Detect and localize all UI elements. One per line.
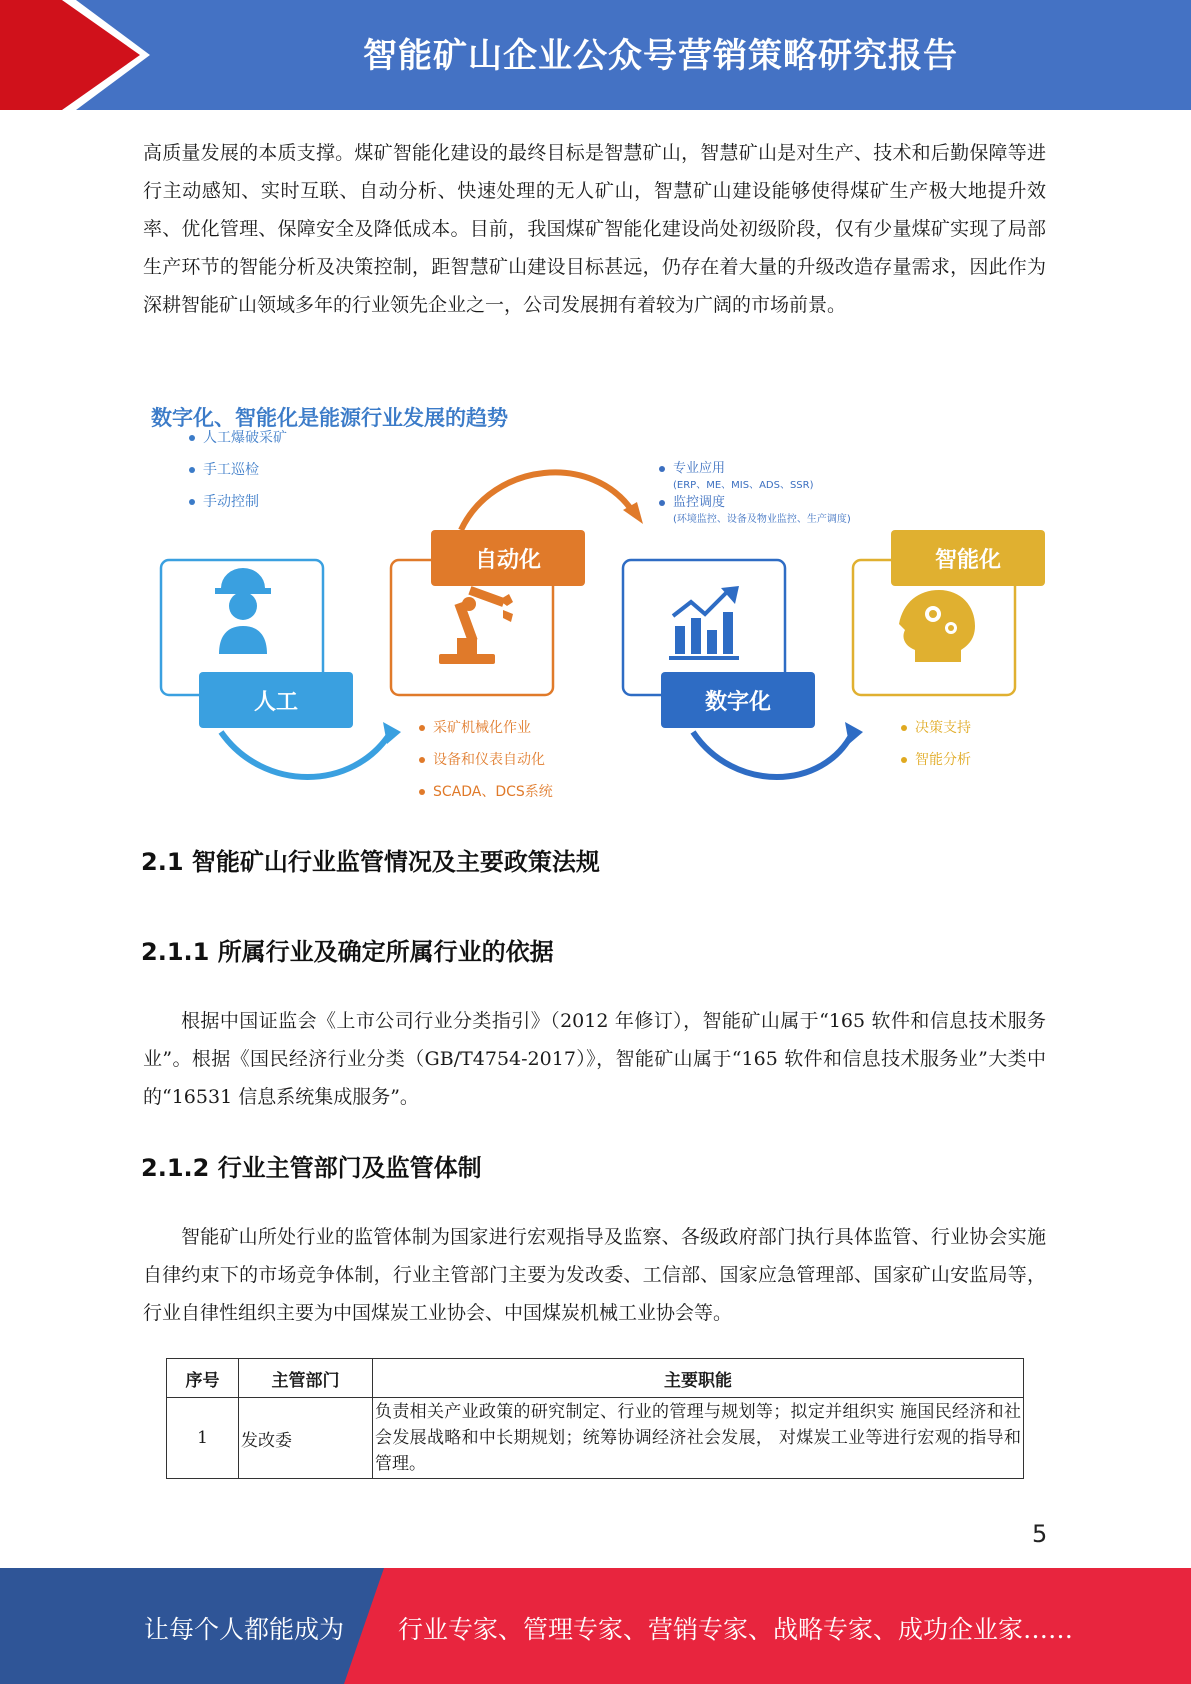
stage-label-intelligent: 智能化 [891, 530, 1045, 586]
trend-diagram [143, 392, 1053, 812]
manual-bullet: 手工巡检 [189, 454, 287, 486]
robot-arm-icon [439, 586, 513, 664]
paragraph-2-1-1: 根据中国证监会《上市公司行业分类指引》（2012 年修订），智能矿山属于“165 软件和信息技术服务业”。根据《国民经济行业分类（GB/T4754-2017）》，智能矿山属于“165 软件和信息技术服务业”大类中的“16531 信息系统集成服务”。 [143, 1010, 1046, 1108]
intelligent-bullet: 决策支持 [901, 712, 971, 744]
header-title: 智能矿山企业公众号营销策略研究报告 [363, 36, 958, 76]
automation-bullets [419, 712, 553, 808]
stage-label-automation: 自动化 [431, 530, 585, 586]
arrow-manual-to-automation [221, 732, 391, 777]
table-header-cell: 主要职能 [373, 1359, 1024, 1398]
table-row [167, 1398, 1024, 1479]
table-cell-duty: 负责相关产业政策的研究制定、行业的管理与规划等；拟定并组织实 施国民经济和社会发展战略和中长期规划；统筹协调经济社会发展， 对煤炭工业等进行宏观的指导和管理。 [373, 1398, 1024, 1479]
manual-bullet: 人工爆破采矿 [189, 422, 287, 454]
manual-bullet: 手动控制 [189, 486, 287, 518]
footer-slogan-left: 让每个人都能成为 [144, 1615, 345, 1644]
stage-label-digital: 数字化 [661, 672, 815, 728]
automation-bullet: SCADA、DCS系统 [419, 776, 553, 808]
table-cell-no: 1 [167, 1398, 239, 1479]
paragraph-2-1-2: 智能矿山所处行业的监管体制为国家进行宏观指导及监察、各级政府部门执行具体监管、行业协会实施自律约束下的市场竞争体制，行业主管部门主要为发改委、工信部、国家应急管理部、国家矿山安监局等，行业自律性组织主要为中国煤炭工业协会、中国煤炭机械工业协会等。 [143, 1226, 1046, 1324]
section-heading-2-1-1: 2.1.1 所属行业及确定所属行业的依据 [141, 938, 554, 966]
section-heading-2-1-2: 2.1.2 行业主管部门及监管体制 [141, 1154, 482, 1182]
automation-bullet: 设备和仪表自动化 [419, 744, 553, 776]
regulator-table [166, 1358, 1024, 1479]
page-header [0, 0, 1191, 110]
digital-bullet-sub: (环境监控、设备及物业监控、生产调度) [673, 514, 851, 525]
digital-bullet-main: 专业应用 [673, 461, 726, 476]
growth-chart-icon [669, 586, 739, 660]
brain-gear-icon [899, 590, 975, 662]
table-cell-dept: 发改委 [239, 1398, 373, 1479]
table-header-cell: 主管部门 [239, 1359, 373, 1398]
stage-label-manual: 人工 [199, 672, 353, 728]
page-number: 5 [1032, 1520, 1048, 1548]
automation-bullet: 采矿机械化作业 [419, 712, 553, 744]
intelligent-bullets [901, 712, 971, 776]
page-footer [0, 1568, 1191, 1684]
digital-bullet-sub: (ERP、ME、MIS、ADS、SSR) [673, 480, 814, 491]
arrow-digital-to-intelligent [693, 732, 853, 777]
diagram-title: 数字化、智能化是能源行业发展的趋势 [151, 406, 508, 430]
table-header-cell: 序号 [167, 1359, 239, 1398]
worker-icon [215, 568, 271, 654]
digital-bullet-main: 监控调度 [673, 495, 726, 510]
table-header-row [167, 1359, 1024, 1398]
manual-bullets [189, 422, 287, 518]
intelligent-bullet: 智能分析 [901, 744, 971, 776]
section-heading-2-1: 2.1 智能矿山行业监管情况及主要政策法规 [141, 848, 600, 876]
footer-slogan-right: 行业专家、管理专家、营销专家、战略专家、成功企业家…… [398, 1615, 1074, 1644]
arrow-automation-to-digital [461, 472, 633, 530]
intro-paragraph: 高质量发展的本质支撑。煤矿智能化建设的最终目标是智慧矿山，智慧矿山是对生产、技术和后勤保障等进行主动感知、实时互联、自动分析、快速处理的无人矿山，智慧矿山建设能够使得煤矿生产极大地提升效率、优化管理、保障安全及降低成本。目前，我国煤矿智能化建设尚处初级阶段，仅有少量煤矿实现了局部生产环节的智能分析及决策控制，距智慧矿山建设目标甚远，仍存在着大量的升级改造存量需求，因此作为深耕智能矿山领域多年的行业领先企业之一，公司发展拥有着较为广阔的市场前景。 [143, 142, 1046, 316]
digital-bullets [659, 460, 851, 528]
